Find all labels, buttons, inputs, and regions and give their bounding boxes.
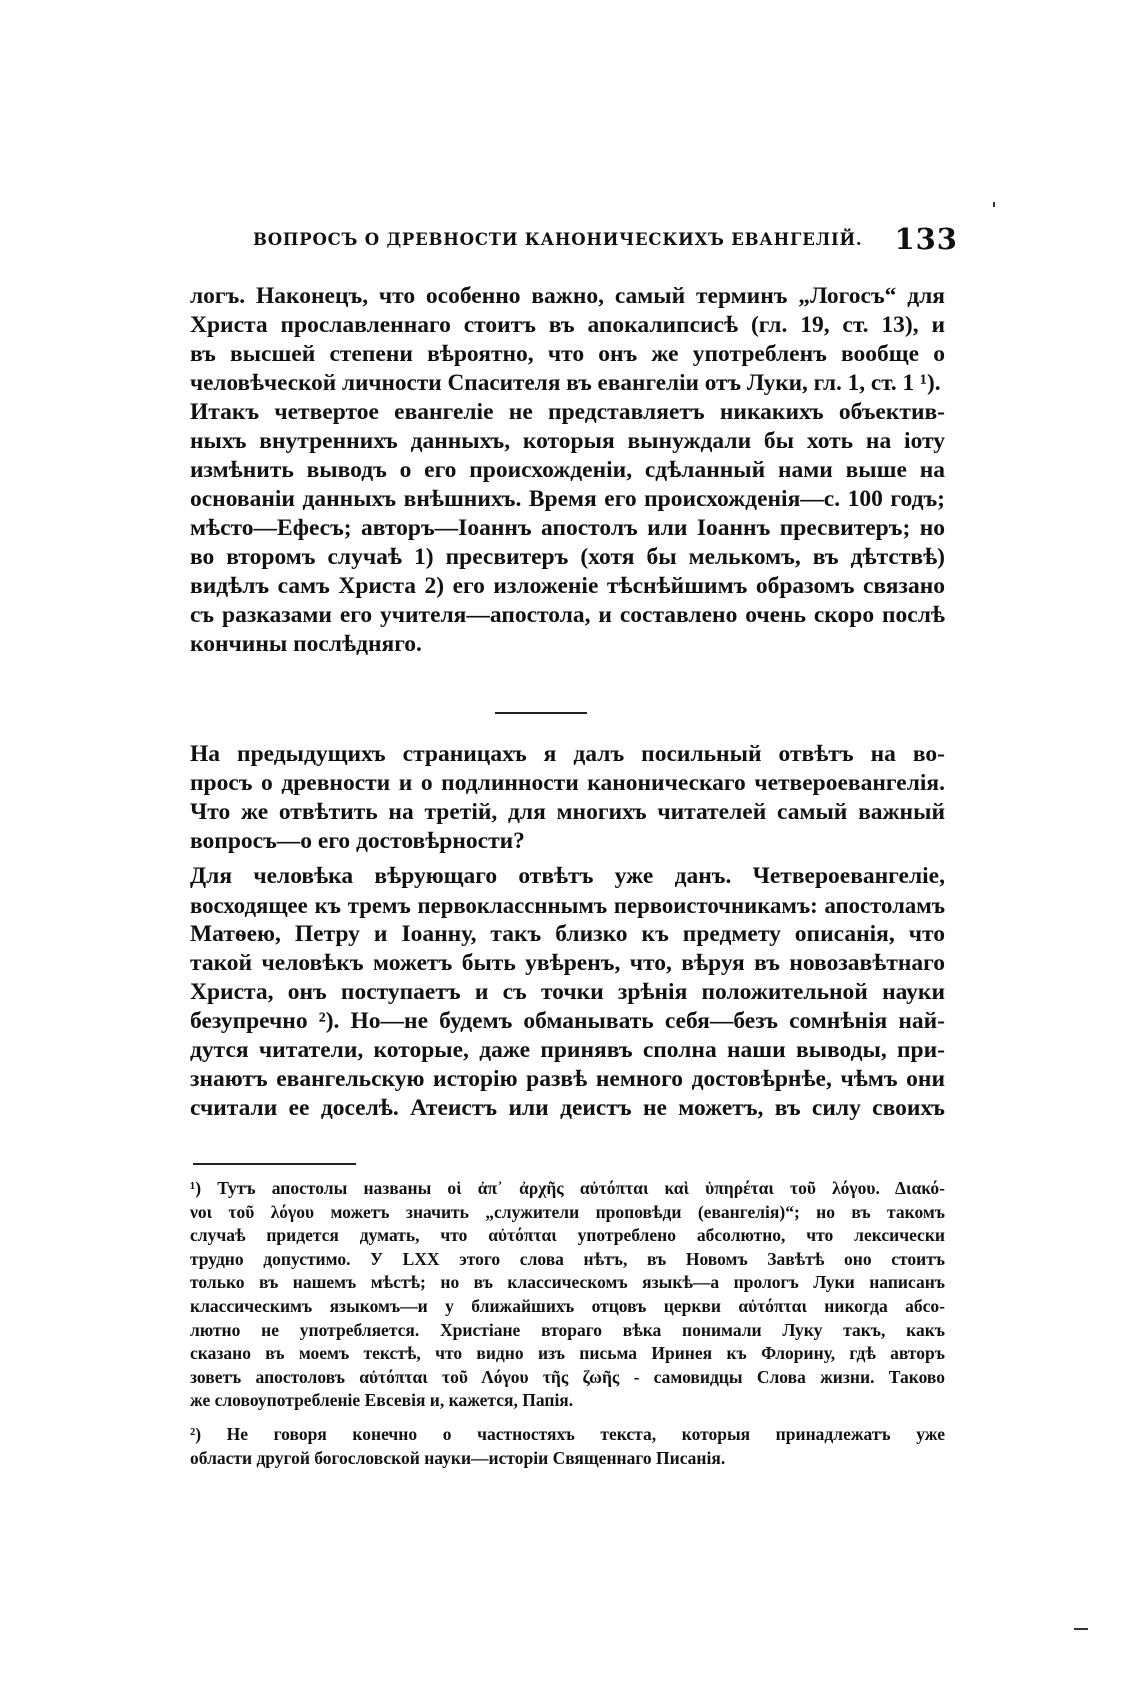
- footnote-line: же словоупотребленіе Евсевія и, кажется, Папія.: [190, 1390, 574, 1411]
- text-line: Матѳею, Петру и Іоанну, такъ близко къ предмету описанія, что: [190, 921, 945, 947]
- paragraph-4: [190, 862, 945, 1123]
- footnote-2: [190, 1423, 945, 1470]
- paragraph-3: [190, 740, 945, 856]
- text-line: считали ее доселѣ. Атеистъ или деистъ не можетъ, въ силу своихъ: [190, 1095, 945, 1121]
- text-line: ныхъ внутреннихъ данныхъ, которыя вынуждали бы хоть на іоту: [190, 428, 945, 454]
- page-header: [253, 222, 958, 258]
- footnote-line: ²) Не говоря конечно о частностяхъ текста, которыя принадлежатъ уже: [190, 1423, 945, 1444]
- footnote-line: зоветъ апостоловъ αὐτόπται τοῦ Λόγου τῆς ζωῆς - самовидцы Слова жизни. Таково: [190, 1366, 945, 1387]
- footnote-line: только въ нашемъ мѣстѣ; но въ классическомъ языкѣ—а прологъ Луки написанъ: [190, 1272, 945, 1293]
- footnote-line: сказано въ моемъ текстѣ, что видно изъ письма Иринея къ Флорину, гдѣ авторъ: [190, 1343, 945, 1364]
- footnotes: [190, 1177, 945, 1470]
- page-number: 133: [894, 222, 958, 256]
- section-divider: [495, 712, 587, 714]
- text-line: логъ. Наконецъ, что особенно важно, самый терминъ „Логосъ“ для: [190, 283, 945, 309]
- text-line: мѣсто—Ефесъ; авторъ—Іоаннъ апостолъ или Іоаннъ пресвитеръ; но: [190, 515, 945, 541]
- footnote-line: νοι τοῦ λόγου можетъ значить „служители проповѣди (евангелія)“; но въ такомъ: [190, 1201, 945, 1222]
- text-line: основаніи данныхъ внѣшнихъ. Время его происхожденія—с. 100 годъ;: [190, 486, 945, 512]
- footnote-1: [190, 1177, 945, 1413]
- footnote-line: случаѣ придется думать, что αὐτόπται употреблено абсолютно, что лексически: [190, 1225, 945, 1246]
- text-line: знаютъ евангельскую исторію развѣ немного достовѣрнѣе, чѣмъ они: [190, 1066, 945, 1092]
- paragraph-1: [190, 282, 945, 398]
- footnote-line: области другой богословской науки—исторіи Священнаго Писанія.: [190, 1447, 726, 1468]
- text-line: дутся читатели, которые, даже принявъ сполна наши выводы, при-: [190, 1037, 945, 1063]
- text-line: На предыдущихъ страницахъ я далъ посильный отвѣтъ на во-: [190, 741, 945, 767]
- footnote-line: ¹) Тутъ апостолы названы οἱ ἀπ᾽ ἀρχῆς αὐτόπται καὶ ὑπηρέται τοῦ λόγου. Διακό-: [190, 1178, 945, 1198]
- footnote-line: классическимъ языкомъ—и у ближайшихъ отцовъ церкви αὐτόπται никогда абсо-: [190, 1295, 945, 1316]
- footnote-divider: [193, 1163, 356, 1165]
- text-block-upper: [190, 282, 945, 659]
- text-line: Христа, онъ поступаетъ и съ точки зрѣнія положительной науки: [190, 979, 945, 1005]
- text-line: человѣческой личности Спасителя въ евангеліи отъ Луки, гл. 1, ст. 1 ¹).: [190, 370, 941, 396]
- text-block-lower: [190, 740, 945, 1123]
- text-line: кончины послѣдняго.: [190, 631, 422, 657]
- text-line: видѣлъ самъ Христа 2) его изложеніе тѣснѣйшимъ образомъ связано: [190, 573, 945, 599]
- text-line: Для человѣка вѣрующаго отвѣтъ уже данъ. Четвероевангеліе,: [190, 863, 945, 889]
- text-line: съ разказами его учителя—апостола, и составлено очень скоро послѣ: [190, 602, 945, 628]
- running-title: ВОПРОСЪ О ДРЕВНОСТИ КАНОНИЧЕСКИХЪ ЕВАНГЕЛІЙ.: [253, 230, 863, 249]
- text-line: просъ о древности и о подлинности каноническаго четвероевангелія.: [190, 770, 945, 796]
- text-line: Итакъ четвертое евангеліе не представляетъ никакихъ объектив-: [190, 399, 945, 425]
- text-line: Что же отвѣтить на третій, для многихъ читателей самый важный: [190, 799, 945, 825]
- paragraph-2: [190, 398, 945, 659]
- footnote-line: лютно не употребляется. Христіане втораго вѣка понимали Луку такъ, какъ: [190, 1319, 945, 1340]
- text-line: измѣнить выводъ о его происхожденіи, сдѣланный нами выше на: [190, 457, 945, 483]
- scan-mark: [993, 202, 995, 207]
- text-line: такой человѣкъ можетъ быть увѣренъ, что, вѣруя въ новозавѣтнаго: [190, 950, 945, 976]
- text-line: во второмъ случаѣ 1) пресвитеръ (хотя бы мелькомъ, въ дѣтствѣ): [190, 544, 945, 570]
- footnote-line: трудно допустимо. У LXX этого слова нѣтъ, въ Новомъ Завѣтѣ оно стоитъ: [190, 1248, 945, 1269]
- scan-mark: [1074, 1628, 1088, 1630]
- text-line: восходящее къ тремъ первоклассннымъ первоисточникамъ: апостоламъ: [190, 893, 945, 918]
- text-line: безупречно ²). Но—не будемъ обманывать себя—безъ сомнѣнія най-: [190, 1008, 945, 1034]
- text-line: въ высшей степени вѣроятно, что онъ же употребленъ вообще о: [190, 341, 945, 367]
- text-line: Христа прославленнаго стоитъ въ апокалипсисѣ (гл. 19, ст. 13), и: [190, 312, 945, 338]
- text-line: вопросъ—о его достовѣрности?: [190, 828, 525, 854]
